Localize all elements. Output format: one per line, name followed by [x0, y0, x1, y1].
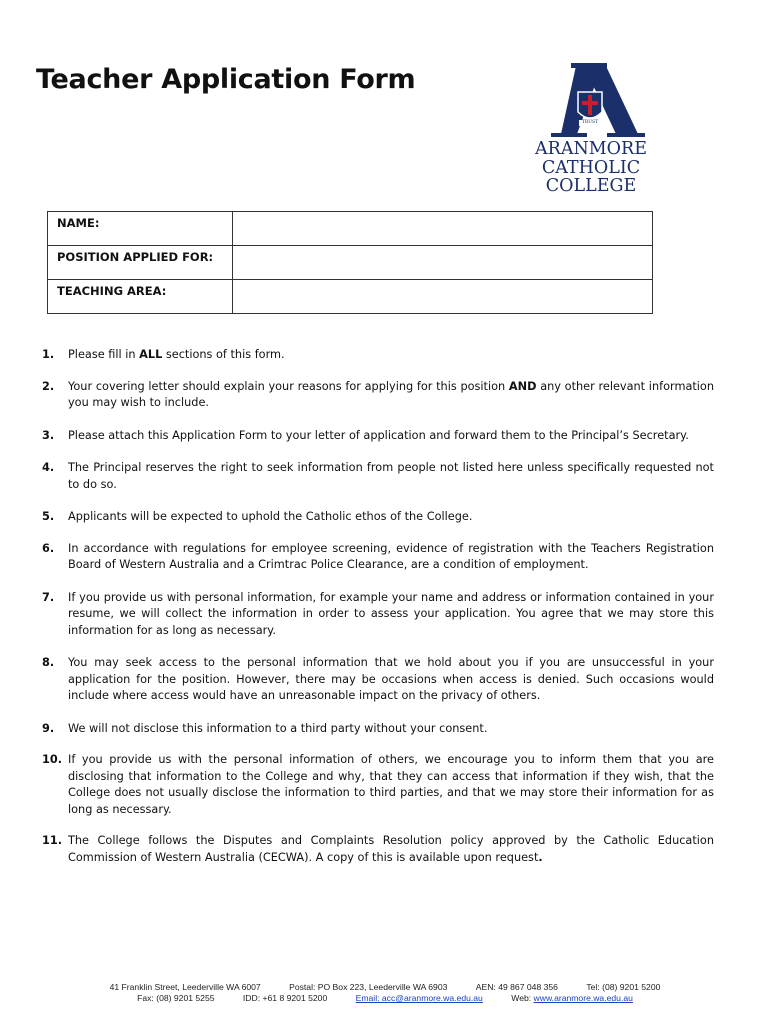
- logo-line-1: ARANMORE: [535, 139, 647, 159]
- item-text: In accordance with regulations for employee screening, evidence of registration with the Teachers Registration Board of Western Australia and a Crimtrac Police Clearance, are a condition of employment.: [68, 541, 714, 571]
- footer-email-label: Email:: [355, 993, 382, 1003]
- teaching-area-field[interactable]: [233, 280, 653, 314]
- teaching-area-label: TEACHING AREA:: [48, 280, 233, 314]
- item-emphasis: ALL: [139, 348, 163, 361]
- item-number: 5.: [42, 510, 55, 523]
- list-item: [40, 752, 714, 818]
- logo-motto: TRUST: [581, 120, 599, 125]
- item-number: 2.: [42, 379, 55, 393]
- footer-email-link[interactable]: [356, 993, 483, 1003]
- applicant-details-table: [47, 211, 653, 314]
- list-item: [40, 379, 714, 412]
- item-text: any other relevant information you may wish to include.: [68, 379, 715, 409]
- item-emphasis: .: [538, 850, 543, 864]
- table-row: [48, 212, 653, 246]
- list-item: [40, 347, 714, 364]
- item-text: Please attach this Application Form to your letter of application and forward them to the Principal’s Secretary.: [68, 428, 689, 442]
- item-text: Your covering letter should explain your reasons for applying for this position: [68, 379, 509, 393]
- position-field[interactable]: [233, 246, 653, 280]
- footer-line-2: [36, 993, 734, 1004]
- name-label: NAME:: [48, 212, 233, 246]
- item-number: 9.: [42, 721, 55, 735]
- footer-postal: Postal: PO Box 223, Leederville WA 6903: [289, 982, 448, 992]
- item-text: If you provide us with the personal information of others, we encourage you to inform them that you are disclosing that information to the College and why, that they can access that information if they wish, that the College does not usually disclose the information to third parties, and that we may store their information for as long as necessary.: [68, 753, 714, 816]
- item-text: sections of this form.: [162, 348, 285, 361]
- table-row: [48, 280, 653, 314]
- list-item: [40, 833, 714, 866]
- item-text: Applicants will be expected to uphold the Catholic ethos of the College.: [68, 510, 473, 523]
- item-number: 8.: [42, 656, 55, 669]
- footer-web: [511, 993, 633, 1003]
- item-text: We will not disclose this information to a third party without your consent.: [68, 721, 488, 735]
- footer-web-label: Web:: [511, 993, 534, 1003]
- list-item: [40, 721, 714, 738]
- table-row: [48, 246, 653, 280]
- list-item: [40, 509, 714, 526]
- item-text: You may seek access to the personal information that we hold about you if you are unsuccessful in your application for the position. However, there may be occasions when access is denied. Such occasions would include where access would have an unreasonable impact on the privacy of others.: [68, 656, 714, 702]
- logo-line-3: COLLEGE: [545, 176, 637, 196]
- item-number: 11.: [42, 834, 63, 847]
- item-emphasis: AND: [508, 379, 537, 393]
- footer-address: 41 Franklin Street, Leederville WA 6007: [109, 982, 261, 992]
- item-text: Please fill in: [68, 348, 140, 361]
- footer-email: [356, 993, 483, 1003]
- footer-tel: Tel: (08) 9201 5200: [586, 982, 661, 992]
- footer-line-1: [36, 982, 734, 993]
- item-number: 3.: [42, 428, 55, 442]
- footer-fax: Fax: (08) 9201 5255: [137, 993, 215, 1003]
- logo-line-2: CATHOLIC: [541, 157, 641, 178]
- list-item: [40, 655, 714, 705]
- footer-idd: IDD: +61 8 9201 5200: [242, 993, 328, 1003]
- name-field[interactable]: [233, 212, 653, 246]
- position-label: POSITION APPLIED FOR:: [48, 246, 233, 280]
- item-text: The College follows the Disputes and Complaints Resolution policy approved by the Catholic Education Commission of Western Australia (CECWA). A copy of this is available upon request: [68, 834, 714, 864]
- item-number: 4.: [42, 461, 55, 474]
- list-item: [40, 428, 714, 445]
- list-item: [40, 541, 714, 574]
- item-text: The Principal reserves the right to seek information from people not listed here unless specifically requested not to do so.: [68, 461, 714, 491]
- item-text: If you provide us with personal information, for example your name and address or information contained in your resume, we will collect the information in order to assess your application. You agree that we may store this information for as long as necessary.: [68, 590, 714, 637]
- page-title: Teacher Application Form: [36, 64, 416, 95]
- item-number: 7.: [42, 590, 55, 604]
- list-item: [40, 590, 714, 640]
- footer-web-link[interactable]: www.aranmore.wa.edu.au: [533, 993, 633, 1003]
- item-number: 1.: [42, 348, 55, 361]
- list-item: [40, 460, 714, 493]
- college-logo: [525, 62, 657, 198]
- item-number: 10.: [42, 753, 63, 766]
- instructions-list: [40, 347, 714, 866]
- aranmore-a-crest-icon: [525, 62, 657, 142]
- footer-email-address: acc@aranmore.wa.edu.au: [381, 993, 483, 1003]
- item-number: 6.: [42, 541, 55, 555]
- page-footer: [36, 982, 734, 1004]
- logo-wordmark: [525, 140, 657, 196]
- footer-aen: AEN: 49 867 048 356: [475, 982, 558, 992]
